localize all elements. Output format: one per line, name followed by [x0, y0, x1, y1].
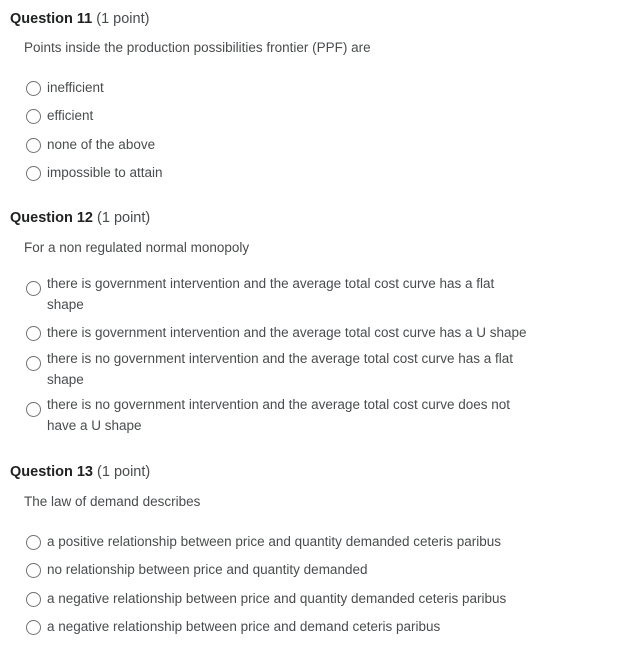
- q13-option-positive[interactable]: [26, 534, 586, 552]
- q11-option-impossible[interactable]: [26, 165, 586, 183]
- option-label-line-1: there is government intervention and the average total cost curve has a flat: [47, 276, 495, 291]
- q13-option-no-relationship[interactable]: [26, 562, 586, 580]
- radio-button[interactable]: [26, 535, 41, 550]
- question-11-prompt: Points inside the production possibilities frontier (PPF) are: [24, 40, 371, 55]
- option-label: none of the above: [47, 137, 156, 152]
- question-13-prompt: The law of demand describes: [24, 494, 201, 509]
- q11-option-inefficient[interactable]: [26, 80, 586, 98]
- q12-option-gov-u-shape[interactable]: [26, 325, 586, 343]
- q12-option-no-gov-not-u[interactable]: [26, 397, 586, 436]
- option-label: a positive relationship between price and quantity demanded ceteris paribus: [47, 534, 502, 549]
- option-label: [47, 273, 494, 315]
- option-label: there is government intervention and the average total cost curve has a U shape: [47, 325, 527, 340]
- radio-button[interactable]: [26, 620, 41, 635]
- question-label: Question 12: [10, 210, 93, 226]
- q12-option-gov-flat[interactable]: [26, 276, 586, 315]
- question-12-prompt: For a non regulated normal monopoly: [24, 240, 250, 255]
- radio-button[interactable]: [26, 281, 41, 296]
- q13-option-negative-quantity[interactable]: [26, 591, 586, 609]
- radio-button[interactable]: [26, 326, 41, 341]
- option-label: impossible to attain: [47, 165, 163, 180]
- option-label: a negative relationship between price and quantity demanded ceteris paribus: [47, 591, 507, 606]
- option-label: efficient: [47, 108, 94, 123]
- question-label: Question 11: [10, 11, 93, 27]
- option-label-line-2: shape: [47, 297, 84, 312]
- radio-button[interactable]: [26, 81, 41, 96]
- radio-button[interactable]: [26, 563, 41, 578]
- option-label: [47, 394, 510, 436]
- radio-button[interactable]: [26, 109, 41, 124]
- option-label-line-2: have a U shape: [47, 418, 142, 433]
- option-label: [47, 348, 513, 390]
- q11-option-none-of-the-above[interactable]: [26, 137, 586, 155]
- radio-button[interactable]: [26, 166, 41, 181]
- radio-button[interactable]: [26, 592, 41, 607]
- option-label-line-2: shape: [47, 372, 84, 387]
- option-label: inefficient: [47, 80, 104, 95]
- question-points: (1 point): [96, 11, 150, 27]
- option-label-line-1: there is no government intervention and the average total cost curve has a flat: [47, 351, 514, 366]
- option-label-line-1: there is no government intervention and the average total cost curve does not: [47, 397, 511, 412]
- question-points: (1 point): [97, 210, 151, 226]
- radio-button[interactable]: [26, 356, 41, 371]
- q11-option-efficient[interactable]: [26, 108, 586, 126]
- question-label: Question 13: [10, 464, 93, 480]
- question-12-title: [10, 210, 150, 226]
- option-label: a negative relationship between price and demand ceteris paribus: [47, 619, 441, 634]
- question-13-title: [10, 464, 150, 480]
- option-label: no relationship between price and quantity demanded: [47, 562, 368, 577]
- radio-button[interactable]: [26, 138, 41, 153]
- question-points: (1 point): [97, 464, 151, 480]
- radio-button[interactable]: [26, 402, 41, 417]
- q13-option-negative-demand[interactable]: [26, 619, 586, 637]
- question-11-title: [10, 11, 149, 27]
- q12-option-no-gov-flat[interactable]: [26, 351, 586, 390]
